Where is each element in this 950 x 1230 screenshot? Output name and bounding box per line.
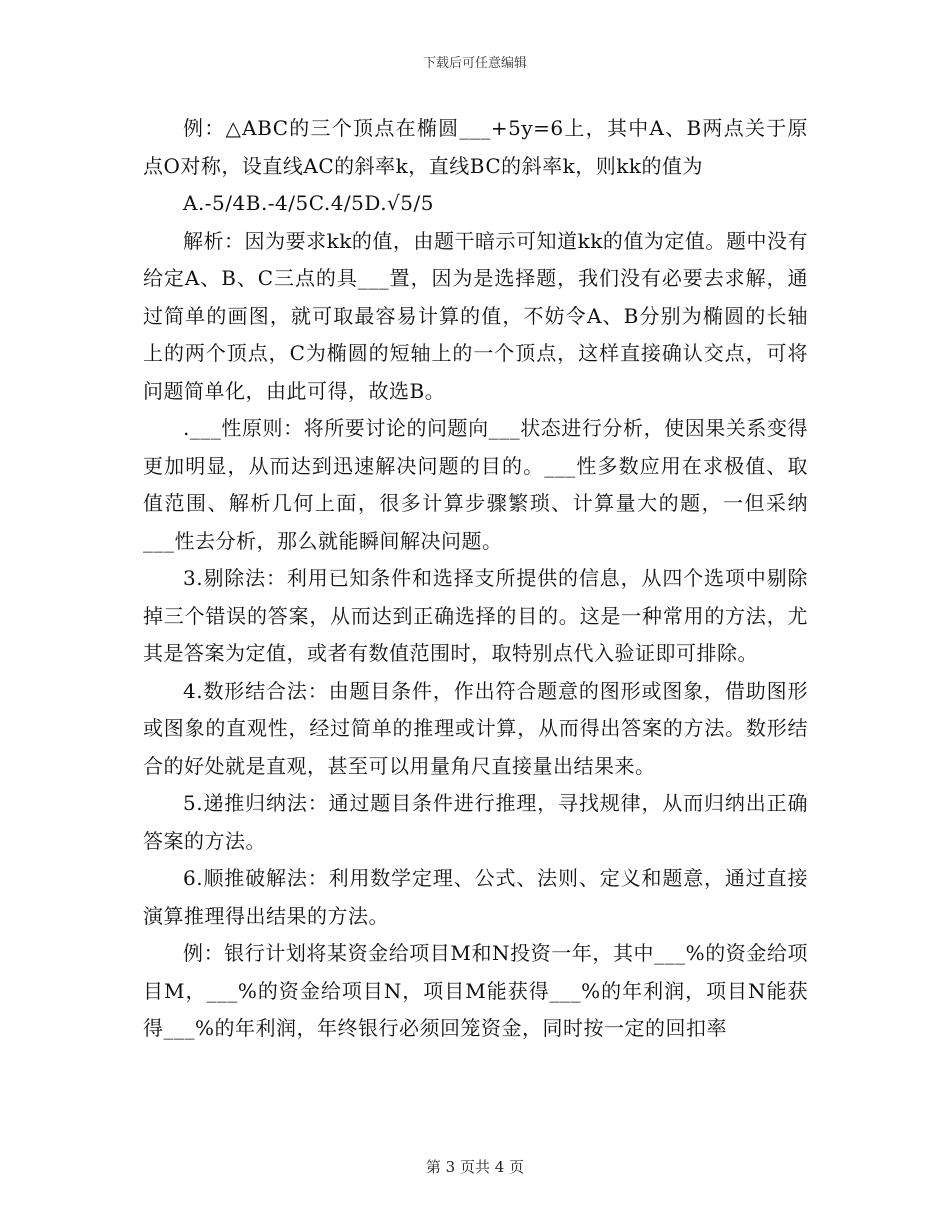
document-body xyxy=(143,110,808,1048)
principle-paragraph: .___性原则：将所要讨论的问题向___状态进行分析，使因果关系变得更加明显，从而达到迅速解决问题的目的。___性多数应用在求极值、取值范围、解析几何上面，很多计算步骤繁琐、计算量大的题，一但采纳___性去分析，那么就能瞬间解决问题。 xyxy=(143,416,808,553)
graph-method-paragraph: 4.数形结合法：由题目条件，作出符合题意的图形或图象，借助图形或图象的直观性，经过简单的推理或计算，从而得出答案的方法。数形结合的好处就是直观，甚至可以用量角尺直接量出结果来。 xyxy=(143,678,808,778)
page-header: 下载后可任意编辑 xyxy=(422,56,527,71)
direct-method-paragraph: 6.顺推破解法：利用数学定理、公式、法则、定义和题意，通过直接演算推理得出结果的方法。 xyxy=(143,866,808,928)
induction-method-paragraph: 5.递推归纳法：通过题目条件进行推理，寻找规律，从而归纳出正确答案的方法。 xyxy=(143,791,808,853)
answer-options-paragraph: A.-5/4B.-4/5C.4/5D.√5/5 xyxy=(183,191,434,215)
analysis-paragraph: 解析：因为要求kk的值，由题干暗示可知道kk的值为定值。题中没有给定A、B、C三点的具___置，因为是选择题，我们没有必要去求解，通过简单的画图，就可取最容易计算的值，不妨令A、B分别为椭圆的长轴上的两个顶点，C为椭圆的短轴上的一个顶点，这样直接确认交点，可将问题简单化，由此可得，故选B。 xyxy=(143,228,808,403)
elimination-method-paragraph: 3.剔除法：利用已知条件和选择支所提供的信息，从四个选项中剔除掉三个错误的答案，从而达到正确选择的目的。这是一种常用的方法，尤其是答案为定值，或者有数值范围时，取特别点代入验证即可排除。 xyxy=(143,566,808,665)
example-question-paragraph: 例：△ABC的三个顶点在椭圆___+5y=6上，其中A、B两点关于原点O对称，设直线AC的斜率k，直线BC的斜率k，则kk的值为 xyxy=(143,116,808,178)
page-footer: 第 3 页共 4 页 xyxy=(425,1158,525,1176)
bank-example-paragraph: 例：银行计划将某资金给项目M和N投资一年，其中___%的资金给项目M，___%的资金给项目N，项目M能获得___%的年利润，项目N能获得___%的年利润，年终银行必须回笼资金，同时按一定的回扣率 xyxy=(143,941,808,1040)
